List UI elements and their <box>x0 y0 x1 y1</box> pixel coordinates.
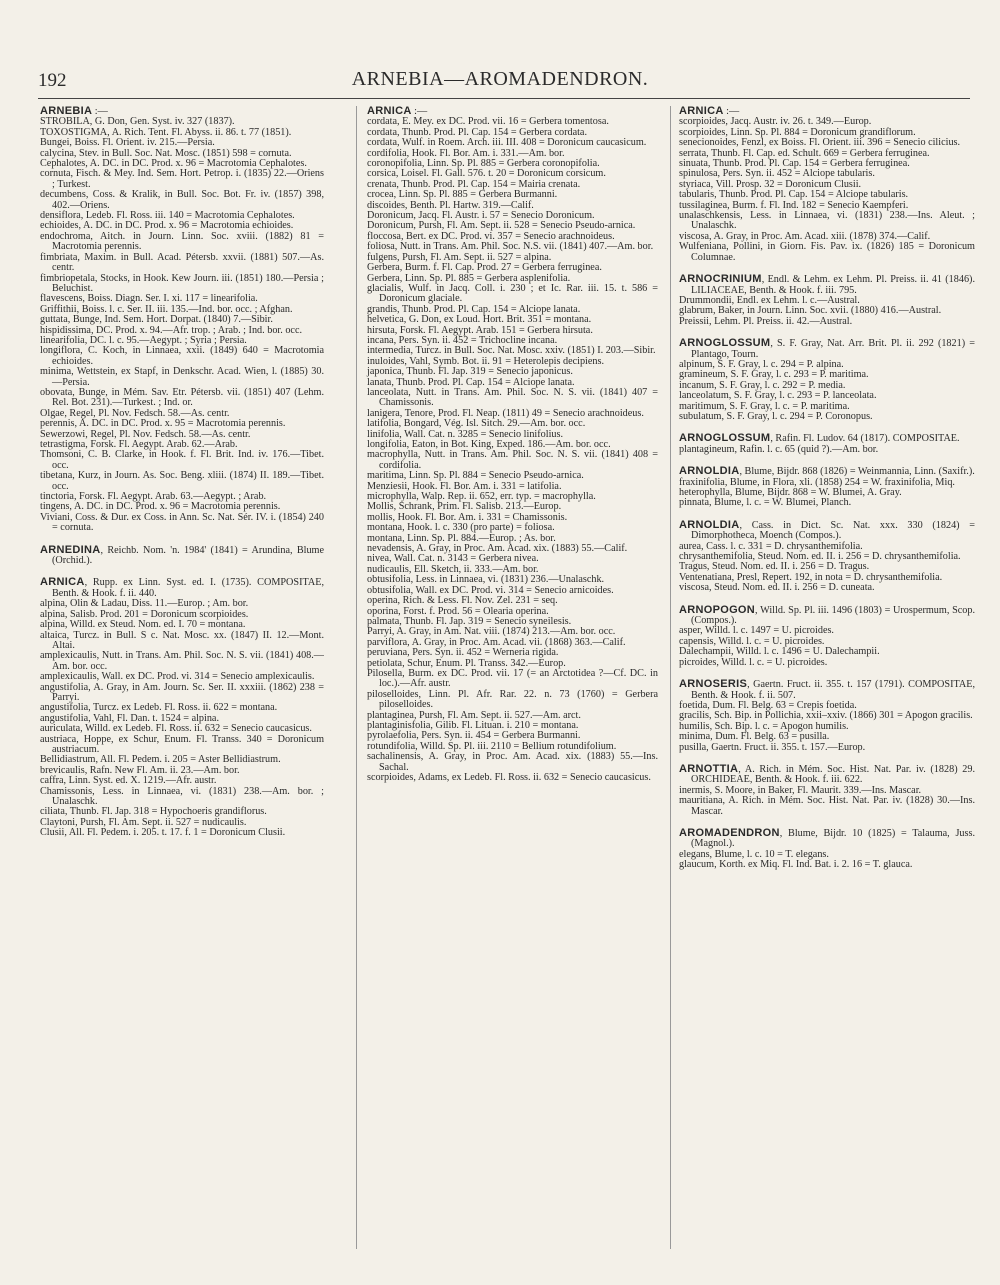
species-entry: linifolia, Wall. Cat. n. 3285 = Senecio linifolius. <box>367 428 564 440</box>
genus-name: ARNICA <box>367 106 412 117</box>
genus-block <box>679 605 975 668</box>
species-entry: piloselloides, Linn. Pl. Afr. Rar. 22. n. 73 (1760) = Gerbera piloselloides. <box>367 688 658 711</box>
genus-heading: ARNOLDIA, Blume, Bijdr. 868 (1826) = Weinmannia, Linn. (Saxifr.). <box>679 465 975 478</box>
species-entry: incanum, S. F. Gray, l. c. 292 = P. media. <box>679 379 846 391</box>
genus-name: ARNICA <box>40 576 85 589</box>
species-entry: echioides, A. DC. in DC. Prod. x. 96 = Macrotomia echioides. <box>40 220 294 232</box>
species-entry: pusilla, Gaertn. Fruct. ii. 355. t. 157.—Europ. <box>679 741 866 753</box>
genus-heading: ARNOGLOSSUM, Rafin. Fl. Ludov. 64 (1817). COMPOSITAE. <box>679 432 960 445</box>
species-entry: Doronicum, Pursh, Fl. Am. Sept. ii. 528 = Senecio Pseudo-arnica. <box>367 220 636 232</box>
species-entry: heterophylla, Blume, Bijdr. 868 = W. Blumei, A. Gray. <box>679 487 902 498</box>
species-entry: foliosa, Nutt. in Trans. Am. Phil. Soc. N.S. vii. (1841) 407.—Am. bor. <box>367 241 654 253</box>
species-entry: linearifolia, DC. l. c. 95.—Aegypt. ; Syria ; Persia. <box>40 334 247 346</box>
species-entry: pinnata, Blume, l. c. = W. Blumei, Planch. <box>679 497 852 509</box>
genus-block <box>679 828 975 871</box>
species-entry: plantaginea, Pursh, Fl. Am. Sept. ii. 527.—Am. arct. <box>367 709 581 721</box>
species-entry: fimbriata, Maxim. in Bull. Acad. Pétersb. xxvii. (1881) 507.—As. centr. <box>40 251 324 274</box>
species-entry: fimbriopetala, Stocks, in Hook. Kew Journ. iii. (1851) 180.—Persia ; Beluchist. <box>40 272 324 294</box>
running-head: ARNEBIA—AROMADENDRON. <box>351 68 649 90</box>
species-entry: palmata, Thunb. Fl. Jap. 319 = Senecio syneilesis. <box>367 615 572 627</box>
species-entry: serrata, Thunb. Fl. Cap. ed. Schult. 669 = Gerbera ferruginea. <box>679 147 930 159</box>
species-entry: macrophylla, Nutt. in Trans. Am. Phil. Soc. N. S. vii. (1841) 408 = cordifolia. <box>367 449 658 471</box>
species-entry: elegans, Blume, l. c. 10 = T. elegans. <box>679 848 829 860</box>
species-entry: decumbens, Coss. & Kralik, in Bull. Soc. Bot. Fr. iv. (1857) 398, 402.—Oriens. <box>40 189 324 211</box>
species-entry: maritimum, S. F. Gray, l. c. = P. maritima. <box>679 400 850 412</box>
species-entry: senecionoides, Fenzl, ex Boiss. Fl. Orient. iii. 396 = Senecio cilicius. <box>679 137 961 149</box>
species-entry: scorpioides, Adams, ex Ledeb. Fl. Ross. ii. 632 = Senecio caucasicus. <box>367 772 651 783</box>
species-entry: crenata, Thunb. Prod. Pl. Cap. 154 = Mairia crenata. <box>367 178 581 190</box>
page-number: 192 <box>38 70 67 91</box>
species-entry: pyrolaefolia, Pers. Syn. ii. 454 = Gerbera Burmanni. <box>367 730 581 742</box>
species-entry: glacialis, Wulf. in Jacq. Coll. i. 230 ; et Ic. Rar. iii. 15. t. 586 = Doronicum glaciale. <box>367 282 658 305</box>
genus-name: ARNOLDIA <box>679 465 740 478</box>
species-entry: mollis, Hook. Fl. Bor. Am. i. 331 = Chamissonis. <box>367 511 568 523</box>
species-entry: parviflora, A. Gray, in Proc. Am. Acad. vii. (1868) 363.—Calif. <box>367 636 626 648</box>
species-entry: helvetica, G. Don, ex Loud. Hort. Brit. 351 = montana. <box>367 314 592 326</box>
species-entry: microphylla, Walp. Rep. ii. 652, err. typ. = macrophylla. <box>367 491 596 503</box>
species-entry: alpina, Olin & Ladau, Diss. 11.—Europ. ; Am. bor. <box>40 598 249 610</box>
species-entry: coronopifolia, Linn. Sp. Pl. 885 = Gerbera coronopifolia. <box>367 158 600 170</box>
genus-heading: ARNOGLOSSUM, S. F. Gray, Nat. Arr. Brit. Pl. ii. 292 (1821) = Plantago, Tourn. <box>679 337 975 360</box>
species-entry: flavescens, Boiss. Diagn. Ser. I. xi. 117 = linearifolia. <box>40 293 258 305</box>
genus-block <box>679 679 975 753</box>
species-entry: cordifolia, Hook. Fl. Bor. Am. i. 331.—Am. bor. <box>367 147 565 159</box>
genus-block <box>679 106 975 263</box>
species-entry: montana, Hook. l. c. 330 (pro parte) = foliosa. <box>367 522 555 534</box>
species-entry: japonica, Thunb. Fl. Jap. 319 = Senecio japonicus. <box>367 366 573 378</box>
species-entry: alpina, Willd. ex Steud. Nom. ed. I. 70 = montana. <box>40 619 246 631</box>
species-entry: perennis, A. DC. in DC. Prod. x. 95 = Macrotomia perennis. <box>40 418 286 430</box>
species-entry: sinuata, Thunb. Prod. Pl. Cap. 154 = Gerbera ferruginea. <box>679 158 910 170</box>
species-entry: lanata, Thunb. Prod. Pl. Cap. 154 = Alciope lanata. <box>367 376 575 388</box>
species-entry: petiolata, Schur, Enum. Pl. Transs. 342.—Europ. <box>367 657 566 669</box>
genus-name: AROMADENDRON <box>679 826 780 839</box>
species-entry: densiflora, Ledeb. Fl. Ross. iii. 140 = Macrotomia Cephalotes. <box>40 210 295 222</box>
genus-block <box>679 433 975 455</box>
genus-heading: ARNICA, Rupp. ex Linn. Syst. ed. I. (1735). COMPOSITAE, Benth. & Hook. f. ii. 440. <box>40 576 324 599</box>
genus-name: ARNOCRINIUM <box>679 273 762 286</box>
species-entry: tetrastigma, Forsk. Fl. Aegypt. Arab. 62.—Arab. <box>40 439 238 450</box>
species-entry: grandis, Thunb. Prod. Pl. Cap. 154 = Alciope lanata. <box>367 303 581 315</box>
species-entry: hirsuta, Forsk. Fl. Aegypt. Arab. 151 = Gerbera hirsuta. <box>367 324 593 336</box>
species-entry: cordata, Wulf. in Roem. Arch. iii. III. 408 = Doronicum caucasicum. <box>367 137 647 149</box>
species-entry: altaica, Turcz. in Bull. S c. Nat. Mosc. xx. (1847) II. 12.—Mont. Altai. <box>40 629 324 651</box>
species-entry: Thomsoni, C. B. Clarke, in Hook. f. Fl. Brit. Ind. iv. 176.—Tibet. occ. <box>40 449 324 471</box>
species-entry: inuloides, Vahl, Symb. Bot. ii. 91 = Heterolepis decipiens. <box>367 355 605 367</box>
genus-name: ARNOTTIA <box>679 762 739 775</box>
species-entry: TOXOSTIGMA, A. Rich. Tent. Fl. Abyss. ii. 86. t. 77 (1851). <box>40 126 292 138</box>
species-entry: crocea, Linn. Sp. Pl. 885 = Gerbera Burmanni. <box>367 189 558 201</box>
species-entry: latifolia, Bongard, Vég. Isl. Sitch. 29.—Am. bor. occ. <box>367 418 586 430</box>
species-entry: ciliata, Thunb. Fl. Jap. 318 = Hypochoeris grandiflorus. <box>40 806 267 818</box>
species-entry: minima, Wettstein, ex Stapf, in Denkschr. Acad. Wien, l. (1885) 30.—Persia. <box>40 366 324 388</box>
species-entry: caffra, Linn. Syst. ed. X. 1219.—Afr. austr. <box>40 775 217 787</box>
species-entry: Dalechampii, Willd. l. c. 1496 = U. Dalechampii. <box>679 646 880 658</box>
species-entry: scorpioides, Linn. Sp. Pl. 884 = Doronicum grandiflorum. <box>679 126 916 138</box>
species-entry: Olgae, Regel, Pl. Nov. Fedsch. 58.—As. centr. <box>40 407 230 419</box>
genus-heading: ARNOSERIS, Gaertn. Fruct. ii. 355. t. 157 (1791). COMPOSITAE, Benth. & Hook. f. ii. 507. <box>679 678 975 701</box>
species-entry: Doronicum, Jacq. Fl. Austr. i. 57 = Senecio Doronicum. <box>367 210 595 222</box>
genus-heading: ARNEBIA :— <box>40 106 108 117</box>
species-entry: Cephalotes, A. DC. in DC. Prod. x. 96 = Macrotomia Cephalotes. <box>40 158 307 170</box>
species-entry: subulatum, S. F. Gray, l. c. 294 = P. Coronopus. <box>679 410 873 422</box>
genus-name: ARNOPOGON <box>679 603 756 616</box>
genus-heading: ARNOLDIA, Cass. in Dict. Sc. Nat. xxx. 330 (1824) = Dimorphotheca, Moench (Compos.). <box>679 518 975 542</box>
species-entry: corsica, Loisel. Fl. Gall. 576. t. 20 = Doronicum corsicum. <box>367 168 606 180</box>
species-entry: peruviana, Pers. Syn. ii. 452 = Werneria rigida. <box>367 647 559 659</box>
genus-block <box>40 106 324 534</box>
species-entry: Ventenatiana, Presl, Repert. 192, in nota = D. chrysanthemifolia. <box>679 571 943 583</box>
genus-block <box>679 466 975 509</box>
species-entry: Gerbera, Burm. f. Fl. Cap. Prod. 27 = Gerbera ferruginea. <box>367 262 602 274</box>
species-entry: Bellidiastrum, All. Fl. Pedem. i. 205 = Aster Bellidiastrum. <box>40 754 281 766</box>
species-entry: amplexicaulis, Nutt. in Trans. Am. Phil. Soc. N. S. vii. (1841) 408.—Am. bor. occ. <box>40 650 324 672</box>
species-entry: lanceolata, Nutt. in Trans. Am. Phil. Soc. N. S. vii. (1841) 407 = Chamissonis. <box>367 386 658 409</box>
species-entry: viscosa, A. Gray, in Proc. Am. Acad. xiii. (1878) 374.—Calif. <box>679 230 931 242</box>
species-entry: aurea, Cass. l. c. 331 = D. chrysanthemifolia. <box>679 540 863 552</box>
species-entry: amplexicaulis, Wall. ex DC. Prod. vi. 314 = Senecio amplexicaulis. <box>40 671 315 683</box>
species-entry: chrysanthemifolia, Steud. Nom. ed. II. i. 256 = D. chrysanthemifolia. <box>679 551 961 563</box>
species-entry: Clusii, All. Fl. Pedem. i. 205. t. 17. f. 1 = Doronicum Clusii. <box>40 827 286 839</box>
genus-heading: ARNOCRINIUM, Endl. & Lehm. ex Lehm. Pl. Preiss. ii. 41 (1846). LILIACEAE, Benth. & Hook. f. iii. 795. <box>679 273 975 296</box>
genus-heading: ARNOTTIA, A. Rich. in Mém. Soc. Hist. Nat. Par. iv. (1828) 29. ORCHIDEAE, Benth. & Hook. f. iii. 622. <box>679 762 975 786</box>
species-entry: calycina, Stev. in Bull. Soc. Nat. Mosc. (1851) 598 = cornuta. <box>40 147 292 159</box>
species-entry: cordata, E. Mey. ex DC. Prod. vii. 16 = Gerbera tomentosa. <box>367 116 609 128</box>
species-entry: nivea, Wall. Cat. n. 3143 = Gerbera nivea. <box>367 553 539 565</box>
species-entry: scorpioides, Jacq. Austr. iv. 26. t. 349.—Europ. <box>679 116 872 128</box>
species-entry: alpina, Salisb. Prod. 201 = Doronicum scorpioides. <box>40 608 249 620</box>
genus-block <box>40 545 324 567</box>
species-entry: fulgens, Pursh, Fl. Am. Sept. ii. 527 = alpina. <box>367 251 552 263</box>
species-entry: maritima, Linn. Sp. Pl. 884 = Senecio Pseudo-arnica. <box>367 470 584 482</box>
species-entry: Viviani, Coss. & Dur. ex Coss. in Ann. Sc. Nat. Sér. IV. i. (1854) 240 = cornuta. <box>40 511 324 534</box>
species-entry: longiflora, C. Koch, in Linnaea, xxii. (1849) 640 = Macrotomia echioides. <box>40 345 324 367</box>
species-entry: unalaschkensis, Less. in Linnaea, vi. (1831) 238.—Ins. Aleut. ; Unalaschk. <box>679 210 975 232</box>
species-entry: hispidissima, DC. Prod. x. 94.—Afr. trop. ; Arab. ; Ind. bor. occ. <box>40 324 303 336</box>
genus-heading: ARNEDINA, Reichb. Nom. 'n. 1984' (1841) = Arundina, Blume (Orchid.). <box>40 543 324 567</box>
species-entry: guttata, Bunge, Ind. Sem. Hort. Dorpat. (1840) 7.—Sibir. <box>40 314 273 326</box>
species-entry: obtusifolia, Less. in Linnaea, vi. (1831) 236.—Unalaschk. <box>367 574 605 586</box>
species-entry: Drummondii, Endl. ex Lehm. l. c.—Austral. <box>679 294 860 306</box>
species-entry: tabularis, Thunb. Prod. Pl. Cap. 154 = Alciope tabularis. <box>679 189 909 201</box>
species-entry: auriculata, Willd. ex Ledeb. Fl. Ross. ii. 632 = Senecio caucasicus. <box>40 723 312 735</box>
species-entry: Claytoni, Pursh, Fl. Am. Sept. ii. 527 = nudicaulis. <box>40 816 247 828</box>
species-entry: floccosa, Bert. ex DC. Prod. vi. 357 = Senecio arachnoideus. <box>367 230 615 242</box>
species-entry: Parryi, A. Gray, in Am. Nat. viii. (1874) 213.—Am. bor. occ. <box>367 626 616 638</box>
genus-name: ARNOGLOSSUM <box>679 432 771 445</box>
species-entry: obovata, Bunge, in Mém. Sav. Etr. Pétersb. vii. (1851) 407 (Lehm. Rel. Bot. 231).—Turkest. ; Ind. or. <box>40 386 324 409</box>
species-entry: spinulosa, Pers. Syn. ii. 452 = Alciope tabularis. <box>679 168 875 180</box>
species-entry: capensis, Willd. l. c. = U. picroides. <box>679 635 825 647</box>
species-entry: Menziesii, Hook. Fl. Bor. Am. i. 331 = latifolia. <box>367 480 562 492</box>
species-entry: STROBILA, G. Don, Gen. Syst. iv. 327 (1837). <box>40 116 235 128</box>
species-entry: Chamissonis, Less. in Linnaea, vi. (1831) 238.—Am. bor. ; Unalaschk. <box>40 785 324 807</box>
species-entry: gramineum, S. F. Gray, l. c. 293 = P. maritima. <box>679 369 869 381</box>
species-entry: nudicaulis, Ell. Sketch, ii. 333.—Am. bor. <box>367 563 539 575</box>
species-entry: styriaca, Vill. Prosp. 32 = Doronicum Clusii. <box>679 178 862 190</box>
species-entry: angustifolia, Vahl, Fl. Dan. t. 1524 = alpina. <box>40 712 220 724</box>
genus-heading: ARNICA :— <box>679 106 740 117</box>
genus-block <box>679 338 975 422</box>
species-entry: montana, Linn. Sp. Pl. 884.—Europ. ; As. bor. <box>367 532 556 544</box>
species-entry: lanigera, Tenore, Prod. Fl. Neap. (1811) 49 = Senecio arachnoideus. <box>367 407 644 419</box>
species-entry: incana, Pers. Syn. ii. 452 = Trichocline incana. <box>367 334 558 346</box>
species-entry: cordata, Thunb. Prod. Pl. Cap. 154 = Gerbera cordata. <box>367 126 588 138</box>
species-entry: brevicaulis, Rafn. New Fl. Am. ii. 23.—Am. bor. <box>40 764 240 776</box>
species-entry: oporina, Forst. f. Prod. 56 = Olearia operina. <box>367 605 549 617</box>
species-entry: discoides, Benth. Pl. Hartw. 319.—Calif. <box>367 199 534 211</box>
genus-name: ARNICA <box>679 106 724 117</box>
species-entry: glaucum, Korth. ex Miq. Fl. Ind. Bat. i. 2. 16 = T. glauca. <box>679 859 913 871</box>
species-entry: Wulfeniana, Pollini, in Giorn. Fis. Pav. ix. (1826) 185 = Doronicum Columnae. <box>679 241 975 263</box>
species-entry: plantagineum, Rafin. l. c. 65 (quid ?).—Am. bor. <box>679 443 879 455</box>
species-entry: lanceolatum, S. F. Gray, l. c. 293 = P. lanceolata. <box>679 390 877 402</box>
species-entry: Pilosella, Burm. ex DC. Prod. vii. 17 (= an Arctotidea ?—Cf. DC. in loc.).—Afr. austr. <box>367 667 658 690</box>
species-entry: tibetana, Kurz, in Journ. As. Soc. Beng. xliii. (1874) II. 189.—Tibet. occ. <box>40 470 324 492</box>
column-right <box>670 106 975 1249</box>
species-entry: angustifolia, A. Gray, in Am. Journ. Sc. Ser. II. xxxiii. (1862) 238 = Parryi. <box>40 681 324 703</box>
genus-heading: ARNOPOGON, Willd. Sp. Pl. iii. 1496 (1803) = Urospermum, Scop. (Compos.). <box>679 603 975 627</box>
genus-name: ARNEBIA <box>40 106 93 117</box>
species-entry: mauritiana, A. Rich. in Mém. Soc. Hist. Nat. Par. iv. (1828) 30.—Ins. Mascar. <box>679 795 975 817</box>
species-entry: picroides, Willd. l. c. = U. picroides. <box>679 656 828 668</box>
genus-name: ARNOLDIA <box>679 518 740 531</box>
genus-block <box>367 106 658 783</box>
species-entry: Sewerzowi, Regel, Pl. Nov. Fedsch. 58.—As. centr. <box>40 428 251 440</box>
genus-block <box>679 520 975 594</box>
species-entry: gracilis, Sch. Bip. in Pollichia, xxii–xxiv. (1866) 301 = Apogon gracilis. <box>679 710 973 722</box>
species-entry: endochroma, Aitch. in Journ. Linn. Soc. xviii. (1882) 81 = Macrotomia perennis. <box>40 230 324 253</box>
column-middle <box>356 106 658 1249</box>
species-entry: sachalinensis, A. Gray, in Proc. Am. Acad. xix. (1883) 55.—Ins. Sachal. <box>367 751 658 773</box>
species-entry: plantaginisfolia, Gilib. Fl. Lituan. i. 210 = montana. <box>367 719 579 731</box>
species-entry: rotundifolia, Willd. Sp. Pl. iii. 2110 = Bellium rotundifolium. <box>367 740 617 752</box>
species-entry: viscosa, Steud. Nom. ed. II. i. 256 = D. cuneata. <box>679 582 875 594</box>
genus-heading: ARNICA :— <box>367 106 428 117</box>
genus-name: ARNEDINA <box>40 543 101 556</box>
species-entry: foetida, Dum. Fl. Belg. 63 = Crepis foetida. <box>679 699 857 711</box>
species-entry: Preissii, Lehm. Pl. Preiss. ii. 42.—Austral. <box>679 315 853 327</box>
species-entry: Mollis, Schrank, Prim. Fl. Salisb. 213.—Europ. <box>367 501 562 513</box>
genus-block <box>679 764 975 817</box>
column-left <box>40 106 324 1249</box>
species-entry: Gerbera, Linn. Sp. Pl. 885 = Gerbera asplenifolia. <box>367 272 571 284</box>
species-entry: nevadensis, A. Gray, in Proc. Am. Acad. xix. (1883) 55.—Calif. <box>367 543 628 555</box>
genus-heading: AROMADENDRON, Blume, Bijdr. 10 (1825) = Talauma, Juss. (Magnol.). <box>679 826 975 850</box>
species-entry: minima, Dum. Fl. Belg. 63 = pusilla. <box>679 731 830 743</box>
genus-name: ARNOGLOSSUM <box>679 337 771 350</box>
species-entry: tingens, A. DC. in DC. Prod. x. 96 = Macrotomia perennis. <box>40 501 281 513</box>
species-entry: asper, Willd. l. c. 1497 = U. picroides. <box>679 625 834 637</box>
species-entry: tussilaginea, Burm. f. Fl. Ind. 182 = Senecio Kaempferi. <box>679 199 909 211</box>
species-entry: Tragus, Steud. Nom. ed. II. i. 256 = D. Tragus. <box>679 561 870 573</box>
genus-block <box>679 274 975 327</box>
species-entry: alpinum, S. F. Gray, l. c. 294 = P. alpina. <box>679 358 844 370</box>
genus-block <box>40 577 324 838</box>
species-entry: tinctoria, Forsk. Fl. Aegypt. Arab. 63.—Aegypt. ; Arab. <box>40 491 267 503</box>
species-entry: Bungei, Boiss. Fl. Orient. iv. 215.—Persia. <box>40 137 215 149</box>
species-entry: fraxinifolia, Blume, in Flora, xli. (1858) 254 = W. fraxinifolia, Miq. <box>679 476 955 488</box>
species-entry: obtusifolia, Wall. ex DC. Prod. vi. 314 = Senecio arnicoides. <box>367 584 614 596</box>
species-entry: operina, Rich. & Less. Fl. Nov. Zel. 231 = seq. <box>367 595 558 607</box>
species-entry: humilis, Sch. Bip. l. c. = Apogon humilis. <box>679 720 849 732</box>
species-entry: Griffithii, Boiss. l. c. Ser. II. iii. 135.—Ind. bor. occ. ; Afghan. <box>40 303 293 315</box>
species-entry: cornuta, Fisch. & Mey. Ind. Sem. Hort. Petrop. i. (1835) 22.—Oriens ; Turkest. <box>40 168 324 190</box>
species-entry: angustifolia, Turcz. ex Ledeb. Fl. Ross. ii. 622 = montana. <box>40 702 278 714</box>
header-rule <box>38 98 970 99</box>
species-entry: intermedia, Turcz. in Bull. Soc. Nat. Mosc. xxiv. (1851) I. 203.—Sibir. <box>367 345 656 357</box>
species-entry: austriaca, Hoppe, ex Schur, Enum. Fl. Transs. 340 = Doronicum austriacum. <box>40 733 324 755</box>
genus-name: ARNOSERIS <box>679 678 748 691</box>
species-entry: inermis, S. Moore, in Baker, Fl. Maurit. 339.—Ins. Mascar. <box>679 784 922 796</box>
species-entry: longifolia, Eaton, in Bot. King, Exped. 186.—Am. bor. occ. <box>367 439 611 450</box>
species-entry: glabrum, Baker, in Journ. Linn. Soc. xvii. (1880) 416.—Austral. <box>679 305 942 317</box>
